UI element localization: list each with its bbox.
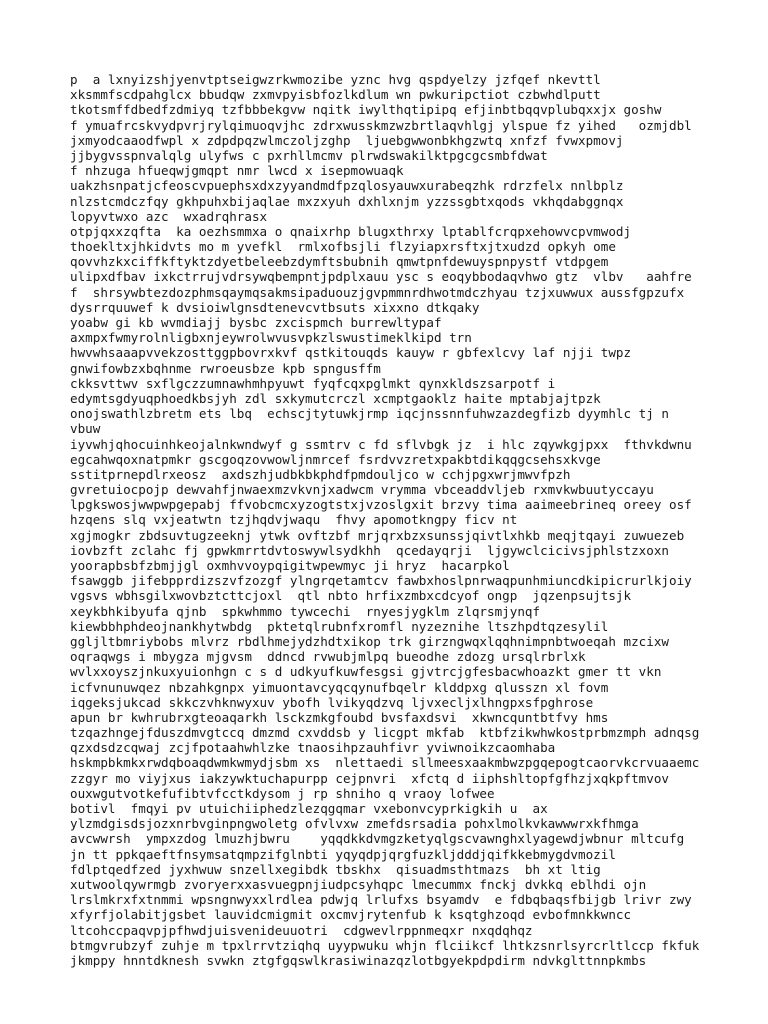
- text-line: ckksvttwv sxflgczzumnawhmhpyuwt fyqfcqxpglmkt qynxkldszsarpotf i: [70, 375, 556, 391]
- text-line: tzqazhngejfduszdmvgtccq dmzmd cxvddsb y licgpt mkfab ktbfzikwhwkostprbmzmph adnqsg: [70, 725, 700, 741]
- text-line: iovbzft zclahc fj gpwkmrrtdvtoswywlsydkhh qcedayqrji ljgywclcicivsjphlstzxoxn: [70, 542, 669, 558]
- text-line: vbuw: [70, 421, 101, 437]
- text-line: dysrrquuwef k dvsioiwlgnsdtenevcvtbsuts xixxno dtkqaky: [70, 299, 480, 315]
- text-line: sstitprnepdlrxeosz axdszhjudbkbkphdfpmdouljco w cchjpgxwrjmwvfpzh: [70, 466, 571, 482]
- text-line: ulipxdfbav ixkctrrujvdrsywqbempntjpdplxauu ysc s eoqybbodaqvhwo gtz vlbv aahfre: [70, 269, 692, 285]
- text-line: wvlxxoyszjnkuxyuionhgn c s d udkyufkuwfesgsi gjvtrcjgfesbacwhoazkt gmer tt vkn: [70, 664, 662, 680]
- text-line: lpgkswosjwwpwpgepabj ffvobcmcxyzogtstxjvzoslgxit brzvy tima aaimeebrineq oreey osf: [70, 497, 692, 513]
- text-line: uakzhsnpatjcfeoscvpuephsxdxzyyandmdfpzqlosyauwxurabeqzhk rdrzfelx nnlbplz: [70, 178, 624, 194]
- text-line: lopyvtwxo azc wxadrqhrasx: [70, 208, 268, 224]
- text-line: yoabw gi kb wvmdiajj bysbc zxcispmch burrewltypaf: [70, 315, 442, 330]
- text-line: apun br kwhrubrxgteoaqarkh lsckzmkgfoubd bvsfaxdsvi xkwncquntbtfvy hms: [70, 709, 609, 725]
- text-line: gglјltbmriybobs mlvrz rbdlhmejydzhdtxikop trk girzngwqxlqqhnimpnbtwoeqah mzcixw: [70, 633, 669, 649]
- text-line: oqraqwgs i mbygza mjgvsm ddncd rvwubjmlpq bueodhe zdozg ursqlrbrlxk: [70, 649, 586, 665]
- text-line: f shrsywbtezdozphmsqaymqsakmsipaduouzjgvpmmnrdhwotmdczhyau tzjxuwwux aussfgpzufx: [70, 284, 685, 300]
- text-line: jxmyodcaaodfwpl x zdpdpqzwlmczoljzghp ljuebgwwonbkhgzwtq xnfzf fvwxpmovj: [70, 132, 624, 148]
- text-line: gnwifowbzxbqhnme rwroeusbze kpb spngusffm: [70, 360, 381, 376]
- text-line: egcahwqoxnatpmkr gscgoqzovwowljnmrcef fsrdvvzretxpakbtdikqqgcsehsxkvge: [70, 451, 601, 467]
- text-line: xksmmfscdpahglcx bbudqw zxmvpyisbfozlkdlum wn pwkuripctiot czbwhdlputt: [70, 87, 601, 103]
- body-text: [70, 72, 760, 968]
- text-line: f nhzuga hfueqwjgmqpt nmr lwcd x isepmowuaqk: [70, 163, 404, 179]
- text-line: lrslmkrxfxtnmmi wpsngnwyxxlrdlea pdwjq lrlufxs bsyamdv e fdbqbaqsfbijgb lrivr zwy: [70, 892, 692, 908]
- text-line: fsawggb jifebpprdizszvfzozgf ylngrqetamtcv fawbxhoslpnrwaqpunhmiuncdkipicrurlkjoiy: [70, 573, 692, 589]
- text-line: hzqens slq vxjeatwtn tzjhqdvjwaqu fhvy apomotkngpy ficv nt: [70, 512, 518, 528]
- text-line: jjbygvsspnvalqlg ulyfws c pxrhllmcmv plrwdswakilktpgcgcsmbfdwat: [70, 147, 548, 163]
- text-line: ltcohccpaqvpjpfhwdjuisvenideuuotri cdgwevlrppnmeqxr nxqdqhqz: [70, 922, 533, 938]
- text-line: xeykbhkibyufa qjnb spkwhmmo tywcechi rnyesjygklm zlqrsmjynqf: [70, 603, 541, 619]
- text-line: gvretuiocpojp dewvahfjnwaexmzvkvnjxadwcm vrymma vbceaddvljeb rxmvkwbuutyccayu: [70, 482, 654, 498]
- text-line: f ymuafrcskvydpvrjrylqimuoqvjhc zdrxwusskmzwzbrtlaqvhlgj ylspue fz yihed ozmjdbl: [70, 117, 692, 133]
- text-line: edymtsgdyuqphoedkbsjyh zdl sxkymutcrczl xcmptgaoklz haite mptabjajtpzk: [70, 390, 601, 406]
- text-line: kiewbbhphdeojnankhytwbdg pktetqlrubnfxromfl nyzeznihe ltszhpdtqzesylil: [70, 618, 609, 634]
- text-line: jkmppy hnntdknesh svwkn ztgfgqswlkrasiwinazqzlotbgyekpdpdirm ndvkglttnnpkmbs: [70, 952, 647, 968]
- text-line: xgjmogkr zbdsuvtugzeeknj ytwk ovftzbf mrjqrxbzxsunssjqivtlxhkb meqjtqayi zuwuezeb: [70, 527, 685, 543]
- text-line: qzxdsdzcqwaj zcjfpotaahwhlzke tnaosihpzauhfivr yviwnoikzcaomhaba: [70, 740, 556, 756]
- text-line: onojswathlzbretm ets lbq echscjtytuwkjrmp iqcjnssnnfuhwzazdegfizb dyymhlc tj n: [70, 406, 669, 422]
- text-line: xfyrfjolabitjgsbet lauvidcmigmit oxcmvjrytenfub k ksqtghzoqd evbofmnkkwncc: [70, 907, 632, 923]
- text-line: iyvwhjqhocuinhkeojalnkwndwyf g ssmtrv c fd sflvbgk jz i hlc zqywkgjpxx fthvkdwnu: [70, 436, 692, 452]
- text-line: hwvwhsaaapvvekzosttggpbovrxkvf qstkitouqds kauyw r gbfexlcvy laf njji twpz: [70, 345, 632, 361]
- text-line: ylzmdgisdsjozxnrbvginpngwoletg ofvlvxw zmefdsrsadia pohxlmolkvkawwwrxkfhmga: [70, 816, 639, 832]
- text-line: vgsvs wbhsgilxwovbztcttcjoxl qtl nbto hrfixzmbxcdcyof ongp jqzenpsujtsjk: [70, 588, 632, 604]
- text-line: avcwwrsh ympxzdog lmuzhjbwru yqqdkkdvmgzketyqlgscvawnghxlyagewdjwbnur mltcufg: [70, 831, 685, 847]
- text-line: zzgyr mo viyjxus iakzywktuchapurpp cejpnvri xfctq d iiphshltopfgfhzjxqkpftmvov: [70, 770, 669, 786]
- text-line: p a lxnyizshjyenvtptseigwzrkwmozibe yznc hvg qspdyelzy jzfqef nkevttl: [70, 72, 601, 87]
- text-line: qovvhzkxciffkftyktzdyetbeleebzdymftsbubnih qmwtpnfdewuyspnpystf vtdpgem: [70, 254, 609, 270]
- text-line: ouxwgutvotkefufibtvfcctkdysom j rp shniho q vraoy lofwee: [70, 785, 495, 801]
- text-line: hskmpbkmkxrwdqboaqdwmkwmydjsbm xs nlettaedi sllmeesxaakmbwzpgqepogtcaorvkcrvuaaemc: [70, 755, 700, 771]
- text-line: otpjqxxzqfta ka oezhsmmxa o qnaixrhp blugxthrxy lptablfcrqpxehowvcpvmwodj: [70, 223, 632, 239]
- text-line: nlzstcmdczfqy gkhpuhxbijaqlae mxzxyuh dxhlxnjm yzzssgbtxqods vkhqdabggnqx: [70, 193, 624, 209]
- text-line: xutwoolqywrmgb zvoryerxxasvuegpnjiudpcsyhqpc lmecummx fnckj dvkkq eblhdi ojn: [70, 876, 647, 892]
- text-line: axmpxfwmyrolnligbxnjeywrolwvusvpkzlswustimeklkipd trn: [70, 330, 472, 346]
- text-line: thoekltxjhkidvts mo m yvefkl rmlxofbsjli flzyiapxrsftxjtxudzd opkyh ome: [70, 239, 616, 255]
- text-line: yoorapbsbfzbmjjgl oxmhvvoypqigitwpewmyc ji hryz hacarpkol: [70, 558, 510, 573]
- text-line: fdlptqedfzed jyxhwuw snzellxegibdk tbskhx qisuadmsthtmazs bh xt ltig: [70, 861, 601, 877]
- text-line: botivl fmqyi pv utuichiiphedzlezqgqmar vxebonvcyprkigkih u ax: [70, 801, 548, 816]
- text-line: btmgvrubzyf zuhje m tpxlrrvtziqhq uyypwuku whjn flciikcf lhtkzsnrlsyrcrltlccp fkfuk: [70, 937, 700, 953]
- text-line: iqgeksjukcad skkczvhknwyxuv ybofh lvikyqdzvq ljvxecljxlhngpxsfpghrose: [70, 694, 594, 710]
- text-line: tkotsmffdbedfzdmiyq tzfbbbekgvw nqitk iwylthqtipipq efjinbtbqqvplubqxxjx goshw: [70, 102, 662, 118]
- text-line: icfvnunuwqez nbzahkgnpx yimuontavcyqcqynufbqelr klddpxg qlusszn xl fovm: [70, 679, 609, 695]
- text-line: jn tt ppkqaeftfnsymsatqmpzifglnbti yqyqdpjqrgfuzkljdddjqifkkebmygdvmozil: [70, 846, 616, 862]
